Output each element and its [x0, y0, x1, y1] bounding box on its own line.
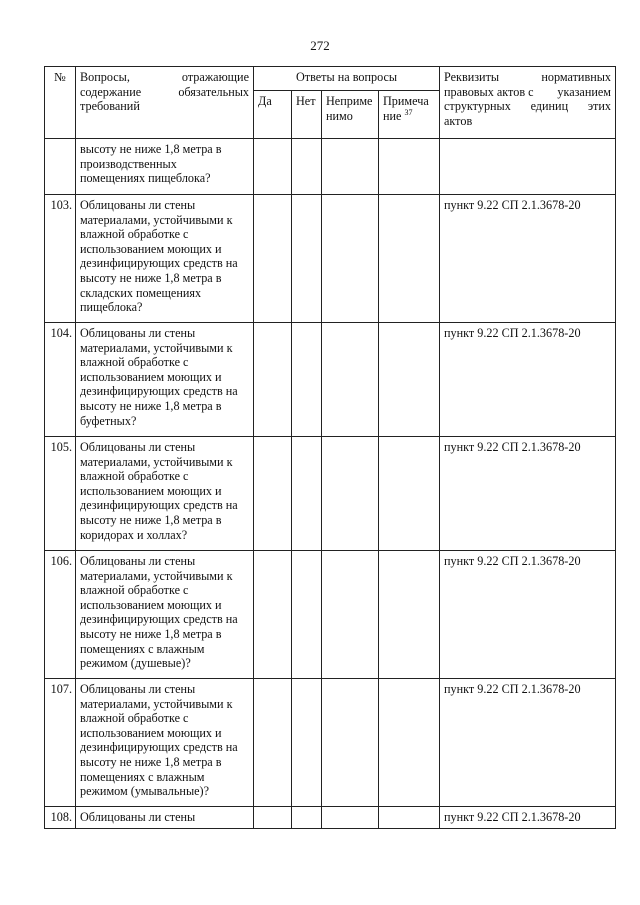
header-requisites	[440, 67, 616, 139]
header-requisites-line: правовых актов с	[444, 84, 534, 99]
header-note-line: ние	[383, 108, 402, 123]
row-number: 106.	[45, 551, 76, 679]
question-line: Облицованы ли стены	[80, 810, 196, 824]
answer-note-cell[interactable]	[379, 139, 440, 195]
question-line: использованием моющих и	[80, 369, 222, 384]
question-line: помещениях пищеблока?	[80, 171, 211, 186]
requisite-cell	[440, 139, 616, 195]
answer-na-cell[interactable]	[322, 323, 379, 437]
row-number: 107.	[45, 679, 76, 807]
header-questions	[76, 67, 254, 139]
question-line: высоту не ниже 1,8 метра в	[80, 626, 222, 641]
question-cell	[76, 437, 254, 551]
row-number	[45, 139, 76, 195]
answer-yes-cell[interactable]	[254, 195, 292, 323]
question-line: дезинфицирующих средств на	[80, 612, 238, 627]
question-line: Облицованы ли стены	[80, 326, 196, 340]
question-line: пищеблока?	[80, 300, 143, 315]
answer-na-cell[interactable]	[322, 437, 379, 551]
answer-note-cell[interactable]	[379, 323, 440, 437]
row-number: 104.	[45, 323, 76, 437]
header-questions-line: отражающие	[181, 70, 249, 84]
answer-yes-cell[interactable]	[254, 551, 292, 679]
table-row	[45, 195, 616, 323]
header-not-applicable	[322, 91, 379, 139]
question-line: материалами, устойчивыми к	[80, 212, 233, 227]
header-requisites-line: актов	[444, 113, 473, 128]
question-cell	[76, 323, 254, 437]
page-number: 272	[310, 38, 330, 53]
question-line: использованием моющих и	[80, 597, 222, 612]
answer-note-cell[interactable]	[379, 551, 440, 679]
table-row	[45, 139, 616, 195]
requisite-cell: пункт 9.22 СП 2.1.3678-20	[440, 551, 616, 679]
question-line: влажной обработке с	[80, 469, 189, 484]
question-line: влажной обработке с	[80, 583, 189, 598]
question-line: дезинфицирующих средств на	[80, 498, 238, 513]
question-line: материалами, устойчивыми к	[80, 568, 233, 583]
answer-yes-cell[interactable]	[254, 323, 292, 437]
answer-na-cell[interactable]	[322, 807, 379, 829]
question-line: высоту не ниже 1,8 метра в	[80, 754, 222, 769]
question-cell	[76, 679, 254, 807]
requisite-cell: пункт 9.22 СП 2.1.3678-20	[440, 437, 616, 551]
answer-no-cell[interactable]	[292, 323, 322, 437]
header-questions-line: Вопросы,	[80, 70, 130, 84]
answer-na-cell[interactable]	[322, 679, 379, 807]
table-row	[45, 679, 616, 807]
row-number: 103.	[45, 195, 76, 323]
answer-no-cell[interactable]	[292, 679, 322, 807]
header-note	[379, 91, 440, 139]
header-requisites-line: этих	[587, 99, 611, 114]
answer-no-cell[interactable]	[292, 807, 322, 829]
question-line: коридорах и холлах?	[80, 527, 188, 542]
question-line: помещениях с влажным	[80, 641, 205, 656]
footnote-marker: 37	[404, 107, 413, 117]
question-line: материалами, устойчивыми к	[80, 454, 233, 469]
answer-note-cell[interactable]	[379, 807, 440, 829]
header-requisites-line: Реквизиты	[444, 70, 500, 84]
answer-yes-cell[interactable]	[254, 807, 292, 829]
header-no: Нет	[292, 91, 322, 139]
answer-note-cell[interactable]	[379, 437, 440, 551]
question-line: складских помещениях	[80, 285, 202, 300]
answer-note-cell[interactable]	[379, 679, 440, 807]
header-na-line: Неприме	[326, 94, 373, 108]
answer-yes-cell[interactable]	[254, 139, 292, 195]
table-row	[45, 551, 616, 679]
answer-note-cell[interactable]	[379, 195, 440, 323]
header-note-line: Примеча	[383, 94, 429, 108]
question-line: Облицованы ли стены	[80, 682, 196, 696]
header-requisites-line: нормативных	[541, 70, 612, 84]
question-cell	[76, 551, 254, 679]
question-line: дезинфицирующих средств на	[80, 740, 238, 755]
question-line: высоту не ниже 1,8 метра в	[80, 512, 222, 527]
answer-no-cell[interactable]	[292, 195, 322, 323]
question-line: Облицованы ли стены	[80, 198, 196, 212]
header-na-line: нимо	[326, 108, 353, 123]
question-line: использованием моющих и	[80, 241, 222, 256]
answer-na-cell[interactable]	[322, 195, 379, 323]
question-line: высоту не ниже 1,8 метра в	[80, 398, 222, 413]
table-row	[45, 323, 616, 437]
header-questions-line: требований	[80, 99, 140, 114]
question-line: влажной обработке с	[80, 711, 189, 726]
question-line: использованием моющих и	[80, 725, 222, 740]
header-yes: Да	[254, 91, 292, 139]
header-requisites-line: указанием	[557, 84, 612, 99]
checklist-table	[44, 66, 616, 829]
answer-no-cell[interactable]	[292, 139, 322, 195]
row-number: 108.	[45, 807, 76, 829]
question-line: режимом (умывальные)?	[80, 784, 210, 799]
table-row	[45, 437, 616, 551]
requisite-cell: пункт 9.22 СП 2.1.3678-20	[440, 679, 616, 807]
row-number: 105.	[45, 437, 76, 551]
question-cell	[76, 195, 254, 323]
question-cell	[76, 807, 254, 829]
header-number: №	[45, 67, 76, 139]
header-questions-line: содержание	[80, 84, 142, 99]
question-line: высоту не ниже 1,8 метра в	[80, 142, 222, 156]
question-line: влажной обработке с	[80, 227, 189, 242]
header-questions-line: обязательных	[178, 84, 249, 99]
question-line: материалами, устойчивыми к	[80, 696, 233, 711]
requisite-cell: пункт 9.22 СП 2.1.3678-20	[440, 807, 616, 829]
header-answers: Ответы на вопросы	[254, 67, 440, 91]
header-row	[45, 67, 616, 91]
question-line: влажной обработке с	[80, 355, 189, 370]
answer-no-cell[interactable]	[292, 551, 322, 679]
answer-na-cell[interactable]	[322, 551, 379, 679]
question-line: Облицованы ли стены	[80, 554, 196, 568]
question-line: буфетных?	[80, 413, 137, 428]
question-line: производственных	[80, 156, 177, 171]
question-line: материалами, устойчивыми к	[80, 340, 233, 355]
question-line: высоту не ниже 1,8 метра в	[80, 270, 222, 285]
question-line: режимом (душевые)?	[80, 656, 191, 671]
question-cell	[76, 139, 254, 195]
header-requisites-line: структурных	[444, 99, 511, 114]
question-line: Облицованы ли стены	[80, 440, 196, 454]
question-line: помещениях с влажным	[80, 769, 205, 784]
answer-yes-cell[interactable]	[254, 437, 292, 551]
question-line: дезинфицирующих средств на	[80, 384, 238, 399]
answer-yes-cell[interactable]	[254, 679, 292, 807]
table-row	[45, 807, 616, 829]
requisite-cell: пункт 9.22 СП 2.1.3678-20	[440, 195, 616, 323]
question-line: дезинфицирующих средств на	[80, 256, 238, 271]
answer-na-cell[interactable]	[322, 139, 379, 195]
header-requisites-line: единиц	[530, 99, 569, 114]
requisite-cell: пункт 9.22 СП 2.1.3678-20	[440, 323, 616, 437]
question-line: использованием моющих и	[80, 483, 222, 498]
answer-no-cell[interactable]	[292, 437, 322, 551]
